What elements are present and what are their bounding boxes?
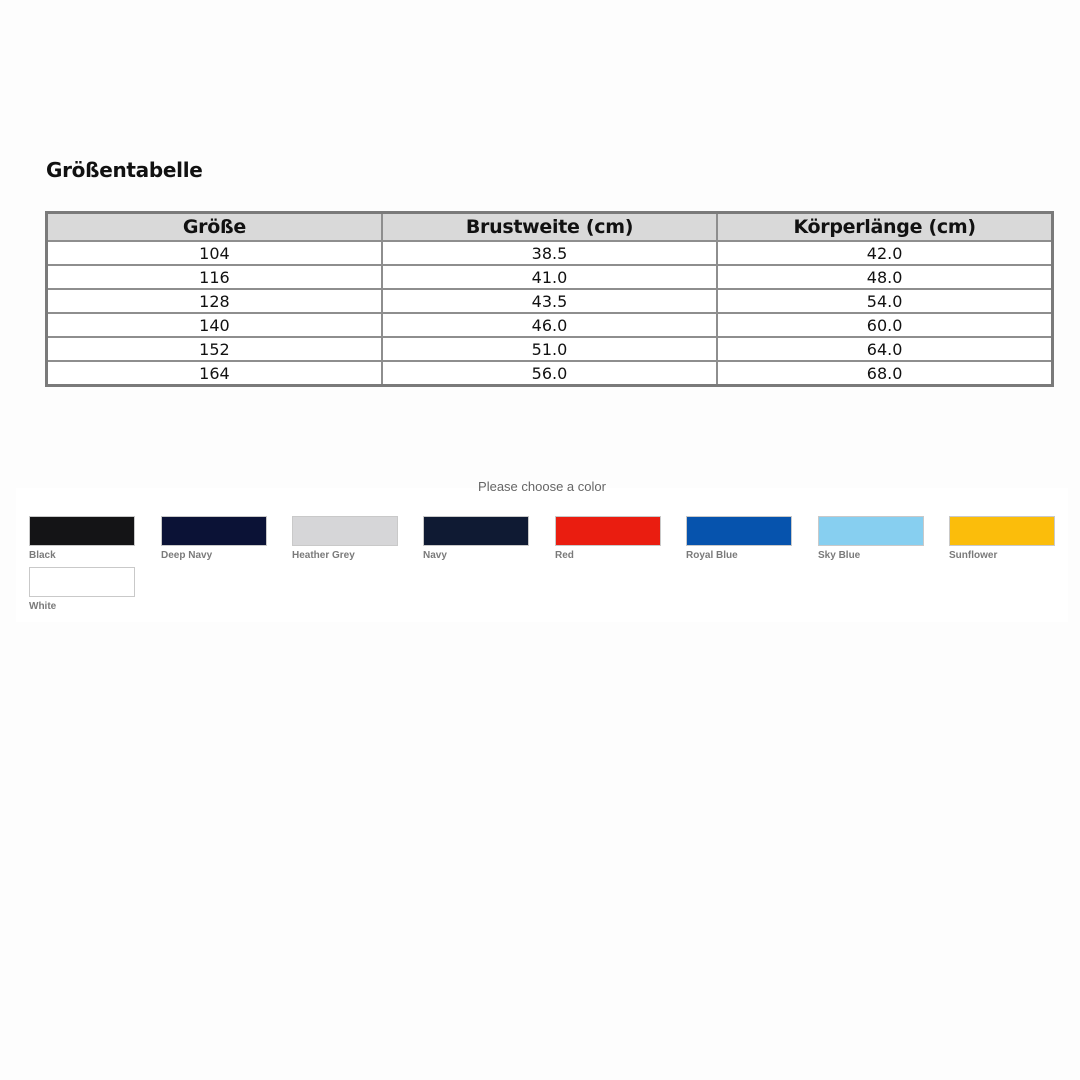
column-header-body-length: Körperlänge (cm) (717, 213, 1052, 242)
table-row (47, 241, 1053, 265)
table-cell-chest-width: 46.0 (382, 313, 717, 337)
table-cell-chest-width: 56.0 (382, 361, 717, 386)
color-option-deep-navy[interactable] (161, 516, 267, 561)
color-option-label: Sky Blue (818, 550, 861, 561)
size-chart-title: Größentabelle (46, 158, 203, 182)
color-option-label: Sunflower (949, 550, 998, 561)
table-cell-body-length: 48.0 (717, 265, 1052, 289)
color-option-black[interactable] (29, 516, 135, 561)
color-option-label: Navy (423, 550, 447, 561)
table-row (47, 361, 1053, 386)
color-option-sky-blue[interactable] (818, 516, 924, 561)
column-header-size: Größe (47, 213, 382, 242)
color-swatch[interactable] (686, 516, 792, 546)
table-cell-size: 152 (47, 337, 382, 361)
color-swatch[interactable] (292, 516, 398, 546)
color-option-label: Heather Grey (292, 550, 355, 561)
table-header-row (47, 213, 1053, 242)
table-cell-chest-width: 38.5 (382, 241, 717, 265)
table-cell-chest-width: 43.5 (382, 289, 717, 313)
table-row (47, 313, 1053, 337)
table-cell-body-length: 42.0 (717, 241, 1052, 265)
color-option-royal-blue[interactable] (686, 516, 792, 561)
column-header-chest-width: Brustweite (cm) (382, 213, 717, 242)
color-option-red[interactable] (555, 516, 661, 561)
table-cell-body-length: 68.0 (717, 361, 1052, 386)
color-swatch[interactable] (818, 516, 924, 546)
table-cell-size: 140 (47, 313, 382, 337)
color-option-label: Deep Navy (161, 550, 213, 561)
color-swatch[interactable] (29, 516, 135, 546)
color-swatch[interactable] (949, 516, 1055, 546)
table-cell-size: 104 (47, 241, 382, 265)
table-row (47, 289, 1053, 313)
table-cell-body-length: 64.0 (717, 337, 1052, 361)
color-option-white[interactable] (29, 567, 135, 612)
color-option-sunflower[interactable] (949, 516, 1055, 561)
table-cell-body-length: 60.0 (717, 313, 1052, 337)
table-cell-chest-width: 51.0 (382, 337, 717, 361)
color-picker (16, 479, 1068, 622)
table-row (47, 265, 1053, 289)
color-option-label: Black (29, 550, 56, 561)
table-cell-size: 116 (47, 265, 382, 289)
color-option-label: Red (555, 550, 574, 561)
table-cell-chest-width: 41.0 (382, 265, 717, 289)
table-cell-size: 128 (47, 289, 382, 313)
color-option-label: White (29, 601, 57, 612)
table-cell-body-length: 54.0 (717, 289, 1052, 313)
color-option-label: Royal Blue (686, 550, 738, 561)
color-option-heather-grey[interactable] (292, 516, 398, 561)
color-swatch[interactable] (423, 516, 529, 546)
color-swatch[interactable] (161, 516, 267, 546)
color-option-navy[interactable] (423, 516, 529, 561)
color-swatch[interactable] (555, 516, 661, 546)
table-cell-size: 164 (47, 361, 382, 386)
size-chart-table (45, 211, 1054, 387)
table-row (47, 337, 1053, 361)
color-swatch[interactable] (29, 567, 135, 597)
color-picker-prompt: Please choose a color (478, 479, 606, 494)
